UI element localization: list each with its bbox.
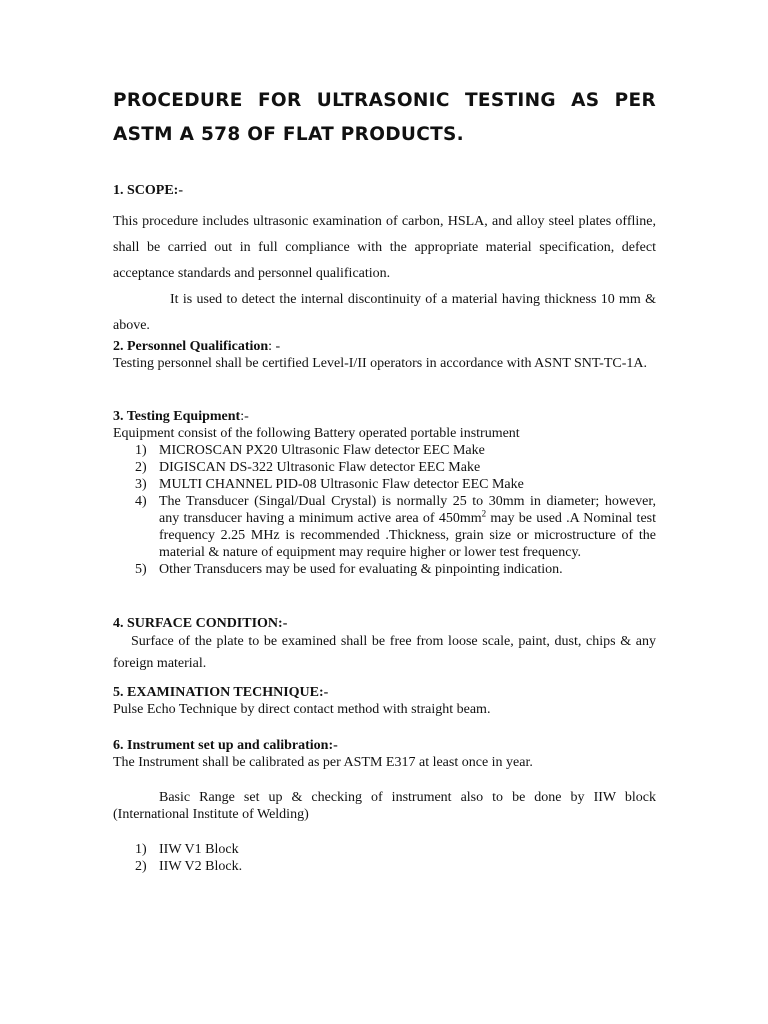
- list-item: [113, 561, 656, 578]
- list-item: [113, 459, 656, 476]
- list-text-continued: may be used .A Nominal test frequency 2.25 MHz is recommended .Thickness, grain size or microstructure of the material & nature of equipment may require higher or lower test frequency.: [159, 511, 656, 560]
- equipment-list: [113, 442, 656, 578]
- list-item: [113, 858, 656, 875]
- technique-text: Pulse Echo Technique by direct contact method with straight beam.: [113, 702, 491, 717]
- list-text: IIW V1 Block: [159, 842, 239, 857]
- list-text: MULTI CHANNEL PID-08 Ultrasonic Flaw detector EEC Make: [159, 477, 524, 492]
- list-number: 2): [135, 859, 147, 874]
- equipment-intro: Equipment consist of the following Battery operated portable instrument: [113, 426, 520, 441]
- personnel-text: Testing personnel shall be certified Level-I/II operators in accordance with ASNT SNT-TC-1A.: [113, 356, 647, 371]
- scope-paragraph-1: This procedure includes ultrasonic examination of carbon, HSLA, and alloy steel plates offline, shall be carried out in full compliance with the appropriate material specification, defect acceptance standards and personnel qualification.: [113, 214, 656, 281]
- scope-heading: 1. SCOPE:-: [113, 183, 183, 198]
- list-text: DIGISCAN DS-322 Ultrasonic Flaw detector EEC Make: [159, 460, 481, 475]
- list-item: [113, 493, 656, 561]
- calibration-list: [113, 841, 656, 875]
- list-text: MICROSCAN PX20 Ultrasonic Flaw detector EEC Make: [159, 443, 485, 458]
- personnel-section: [113, 338, 656, 372]
- list-text: IIW V2 Block.: [159, 859, 243, 874]
- surface-text: Surface of the plate to be examined shall be free from loose scale, paint, dust, chips & any foreign material.: [113, 634, 656, 671]
- list-number: 4): [135, 494, 147, 509]
- superscript: 2: [481, 508, 487, 519]
- list-text: Other Transducers may be used for evaluating & pinpointing indication.: [159, 562, 563, 577]
- list-text: The Transducer (Singal/Dual Crystal) is normally 25 to 30mm in diameter; however, any transducer having a minimum active area of 450mm: [159, 494, 656, 526]
- list-item: [113, 841, 656, 858]
- title-line-1: PROCEDURE FOR ULTRASONIC TESTING AS PER: [113, 90, 656, 111]
- personnel-heading: 2. Personnel Qualification: [113, 339, 269, 354]
- title-line-2: ASTM A 578 OF FLAT PRODUCTS.: [113, 124, 464, 145]
- calibration-section: [113, 737, 656, 875]
- technique-heading: 5. EXAMINATION TECHNIQUE:-: [113, 685, 329, 700]
- list-number: 3): [135, 477, 147, 492]
- surface-section: [113, 615, 656, 675]
- scope-paragraph-2: It is used to detect the internal discontinuity of a material having thickness 10 mm & above.: [113, 292, 656, 333]
- list-item: [113, 476, 656, 493]
- scope-section: [113, 182, 656, 339]
- equipment-heading-row: [113, 408, 656, 425]
- personnel-heading-row: [113, 338, 656, 355]
- list-number: 1): [135, 842, 147, 857]
- surface-heading: 4. SURFACE CONDITION:-: [113, 616, 288, 631]
- calibration-text-1: The Instrument shall be calibrated as per ASTM E317 at least once in year.: [113, 755, 533, 770]
- list-number: 1): [135, 443, 147, 458]
- equipment-heading-suffix: :-: [240, 409, 249, 424]
- calibration-heading: 6. Instrument set up and calibration:-: [113, 738, 338, 753]
- list-number: 5): [135, 562, 147, 577]
- equipment-section: [113, 408, 656, 578]
- list-number: 2): [135, 460, 147, 475]
- equipment-heading: 3. Testing Equipment: [113, 409, 241, 424]
- list-item: [113, 442, 656, 459]
- calibration-text-2: Basic Range set up & checking of instrument also to be done by IIW block (International Institute of Welding): [113, 790, 656, 822]
- technique-section: [113, 684, 656, 718]
- personnel-heading-suffix: : -: [268, 339, 281, 354]
- document-title: [113, 84, 656, 152]
